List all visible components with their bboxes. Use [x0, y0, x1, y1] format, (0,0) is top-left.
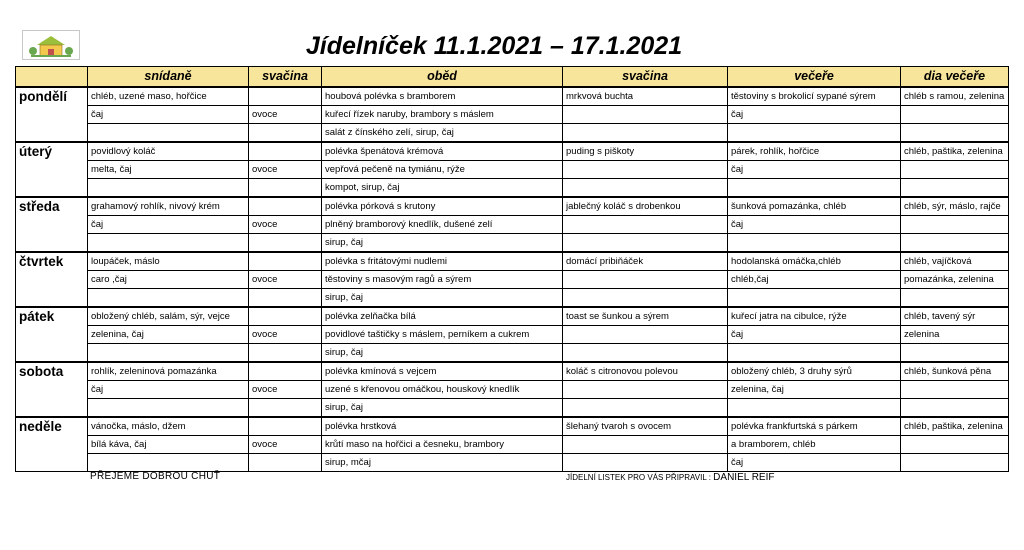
cell-snack-pm	[563, 344, 728, 363]
cell-snack-pm	[563, 234, 728, 253]
day-cell	[16, 124, 88, 143]
cell-dia-dinner	[901, 381, 1009, 399]
day-cell	[16, 289, 88, 308]
table-row	[16, 307, 1009, 326]
cell-snack-am: ovoce	[249, 216, 322, 234]
footer-prepared-label: JÍDELNÍ LISTEK PRO VÁS PŘIPRAVIL :	[566, 473, 711, 482]
header-breakfast: snídaně	[88, 67, 249, 88]
cell-dia-dinner	[901, 344, 1009, 363]
cell-dia-dinner	[901, 161, 1009, 179]
day-cell	[16, 179, 88, 198]
cell-snack-am: ovoce	[249, 326, 322, 344]
cell-dinner	[728, 289, 901, 308]
cell-dinner	[728, 234, 901, 253]
cell-dinner: obložený chléb, 3 druhy sýrů	[728, 362, 901, 381]
cell-breakfast	[88, 179, 249, 198]
cell-snack-am	[249, 142, 322, 161]
cell-breakfast	[88, 124, 249, 143]
table-row	[16, 197, 1009, 216]
table-row	[16, 326, 1009, 344]
day-name: středa	[16, 197, 88, 216]
cell-snack-pm	[563, 106, 728, 124]
cell-lunch: polévka kmínová s vejcem	[322, 362, 563, 381]
header-row	[16, 67, 1009, 88]
day-name: čtvrtek	[16, 252, 88, 271]
cell-snack-pm	[563, 399, 728, 418]
day-cell	[16, 106, 88, 124]
cell-breakfast: caro ,čaj	[88, 271, 249, 289]
table-row	[16, 216, 1009, 234]
cell-snack-pm	[563, 436, 728, 454]
cell-dia-dinner: zelenina	[901, 326, 1009, 344]
cell-dia-dinner	[901, 454, 1009, 472]
cell-snack-pm	[563, 381, 728, 399]
cell-dia-dinner: chléb, šunková pěna	[901, 362, 1009, 381]
header-snack-am: svačina	[249, 67, 322, 88]
cell-snack-pm: puding s piškoty	[563, 142, 728, 161]
cell-snack-pm: jablečný koláč s drobenkou	[563, 197, 728, 216]
header-dinner: večeře	[728, 67, 901, 88]
day-name: pátek	[16, 307, 88, 326]
table-row	[16, 87, 1009, 106]
footer-prepared	[566, 472, 774, 483]
cell-breakfast: grahamový rohlík, nivový krém	[88, 197, 249, 216]
cell-dinner: hodolanská omáčka,chléb	[728, 252, 901, 271]
cell-breakfast	[88, 344, 249, 363]
cell-snack-am	[249, 417, 322, 436]
footer-prepared-name: DANIEL REIF	[713, 472, 775, 483]
cell-breakfast	[88, 234, 249, 253]
cell-snack-am: ovoce	[249, 271, 322, 289]
cell-snack-pm: mrkvová buchta	[563, 87, 728, 106]
cell-snack-am	[249, 362, 322, 381]
cell-lunch: sirup, čaj	[322, 234, 563, 253]
cell-dinner: čaj	[728, 216, 901, 234]
cell-dia-dinner	[901, 124, 1009, 143]
cell-dinner: těstoviny s brokolicí sypané sýrem	[728, 87, 901, 106]
cell-dia-dinner	[901, 179, 1009, 198]
cell-breakfast: chléb, uzené maso, hořčice	[88, 87, 249, 106]
table-row	[16, 142, 1009, 161]
table-row	[16, 289, 1009, 308]
day-cell	[16, 381, 88, 399]
cell-snack-am	[249, 289, 322, 308]
cell-snack-am: ovoce	[249, 436, 322, 454]
cell-lunch: povidlové taštičky s máslem, perníkem a cukrem	[322, 326, 563, 344]
table-row	[16, 344, 1009, 363]
table-row	[16, 179, 1009, 198]
cell-dinner	[728, 179, 901, 198]
cell-lunch: uzené s křenovou omáčkou, houskový knedlík	[322, 381, 563, 399]
cell-snack-pm: šlehaný tvaroh s ovocem	[563, 417, 728, 436]
cell-lunch: kuřecí řízek naruby, brambory s máslem	[322, 106, 563, 124]
table-row	[16, 234, 1009, 253]
cell-lunch: těstoviny s masovým ragů a sýrem	[322, 271, 563, 289]
table-row	[16, 399, 1009, 418]
cell-dia-dinner: chléb, tavený sýr	[901, 307, 1009, 326]
cell-dia-dinner	[901, 234, 1009, 253]
cell-dinner: polévka frankfurtská s párkem	[728, 417, 901, 436]
cell-lunch: polévka pórková s krutony	[322, 197, 563, 216]
cell-dia-dinner	[901, 106, 1009, 124]
cell-lunch: kompot, sirup, čaj	[322, 179, 563, 198]
cell-snack-am	[249, 124, 322, 143]
cell-lunch: sirup, mčaj	[322, 454, 563, 472]
cell-snack-am: ovoce	[249, 381, 322, 399]
cell-lunch: sirup, čaj	[322, 399, 563, 418]
cell-dinner: chléb,čaj	[728, 271, 901, 289]
cell-snack-am	[249, 307, 322, 326]
cell-lunch: sirup, čaj	[322, 289, 563, 308]
cell-breakfast	[88, 289, 249, 308]
cell-lunch: polévka zelňačka bílá	[322, 307, 563, 326]
cell-dia-dinner: chléb, paštika, zelenina	[901, 417, 1009, 436]
cell-snack-am: ovoce	[249, 106, 322, 124]
cell-lunch: vepřová pečeně na tymiánu, rýže	[322, 161, 563, 179]
cell-breakfast: melta, čaj	[88, 161, 249, 179]
cell-lunch: polévka hrstková	[322, 417, 563, 436]
cell-snack-am	[249, 344, 322, 363]
cell-dinner: šunková pomazánka, chléb	[728, 197, 901, 216]
cell-snack-pm	[563, 454, 728, 472]
table-row	[16, 124, 1009, 143]
cell-dia-dinner	[901, 216, 1009, 234]
cell-breakfast: loupáček, máslo	[88, 252, 249, 271]
cell-snack-pm	[563, 326, 728, 344]
day-cell	[16, 271, 88, 289]
cell-snack-am: ovoce	[249, 161, 322, 179]
cell-dinner: čaj	[728, 454, 901, 472]
day-name: neděle	[16, 417, 88, 436]
cell-lunch: salát z čínského zelí, sirup, čaj	[322, 124, 563, 143]
cell-lunch: sirup, čaj	[322, 344, 563, 363]
table-row	[16, 454, 1009, 472]
table-row	[16, 252, 1009, 271]
cell-breakfast: bílá káva, čaj	[88, 436, 249, 454]
cell-dinner: čaj	[728, 106, 901, 124]
cell-dia-dinner: chléb, sýr, máslo, rajče	[901, 197, 1009, 216]
cell-snack-pm	[563, 179, 728, 198]
day-cell	[16, 234, 88, 253]
cell-snack-am	[249, 197, 322, 216]
cell-lunch: krůtí maso na hořčici a česneku, brambory	[322, 436, 563, 454]
cell-dia-dinner: chléb s ramou, zelenina	[901, 87, 1009, 106]
header-dia-dinner: dia večeře	[901, 67, 1009, 88]
page-title: Jídelníček 11.1.2021 – 17.1.2021	[305, 32, 683, 60]
cell-snack-am	[249, 252, 322, 271]
table-row	[16, 362, 1009, 381]
cell-lunch: polévka s fritátovými nudlemi	[322, 252, 563, 271]
cell-dinner	[728, 399, 901, 418]
table-row	[16, 381, 1009, 399]
cell-snack-am	[249, 234, 322, 253]
cell-dinner: a bramborem, chléb	[728, 436, 901, 454]
cell-dinner	[728, 344, 901, 363]
cell-dia-dinner	[901, 289, 1009, 308]
cell-lunch: plněný bramborový knedlík, dušené zelí	[322, 216, 563, 234]
menu-table	[15, 66, 1009, 472]
day-cell	[16, 454, 88, 472]
day-cell	[16, 326, 88, 344]
table-row	[16, 161, 1009, 179]
cell-snack-pm	[563, 271, 728, 289]
cell-dinner: párek, rohlík, hořčice	[728, 142, 901, 161]
cell-dinner: čaj	[728, 161, 901, 179]
day-cell	[16, 436, 88, 454]
cell-dia-dinner: pomazánka, zelenina	[901, 271, 1009, 289]
cell-snack-pm	[563, 124, 728, 143]
cell-dinner: kuřecí jatra na cibulce, rýže	[728, 307, 901, 326]
table-row	[16, 106, 1009, 124]
cell-snack-pm: koláč s citronovou polevou	[563, 362, 728, 381]
cell-breakfast	[88, 399, 249, 418]
cell-dia-dinner	[901, 436, 1009, 454]
cell-lunch: polévka špenátová krémová	[322, 142, 563, 161]
cell-snack-am	[249, 179, 322, 198]
cell-dinner: čaj	[728, 326, 901, 344]
cell-breakfast: rohlík, zeleninová pomazánka	[88, 362, 249, 381]
day-cell	[16, 344, 88, 363]
header-lunch: oběd	[322, 67, 563, 88]
day-cell	[16, 161, 88, 179]
cell-dia-dinner	[901, 399, 1009, 418]
cell-snack-pm: domácí pribiňáček	[563, 252, 728, 271]
cell-breakfast: vánočka, máslo, džem	[88, 417, 249, 436]
cell-breakfast	[88, 454, 249, 472]
header-snack-pm: svačina	[563, 67, 728, 88]
cell-breakfast: povidlový koláč	[88, 142, 249, 161]
day-name: sobota	[16, 362, 88, 381]
cell-breakfast: čaj	[88, 216, 249, 234]
day-cell	[16, 216, 88, 234]
cell-snack-am	[249, 454, 322, 472]
table-row	[16, 436, 1009, 454]
cell-dinner: zelenina, čaj	[728, 381, 901, 399]
cell-snack-pm: toast se šunkou a sýrem	[563, 307, 728, 326]
cell-lunch: houbová polévka s bramborem	[322, 87, 563, 106]
cell-snack-am	[249, 399, 322, 418]
table-row	[16, 417, 1009, 436]
table-row	[16, 271, 1009, 289]
day-name: pondělí	[16, 87, 88, 106]
cell-breakfast: zelenina, čaj	[88, 326, 249, 344]
cell-breakfast: čaj	[88, 106, 249, 124]
cell-snack-pm	[563, 289, 728, 308]
cell-snack-am	[249, 87, 322, 106]
cell-dia-dinner: chléb, paštika, zelenina	[901, 142, 1009, 161]
day-name: úterý	[16, 142, 88, 161]
day-cell	[16, 399, 88, 418]
cell-dinner	[728, 124, 901, 143]
footer-wish: PŘEJEME DOBROU CHUŤ	[90, 471, 221, 482]
cell-dia-dinner: chléb, vajíčková	[901, 252, 1009, 271]
cell-snack-pm	[563, 216, 728, 234]
header-day	[16, 67, 88, 88]
cell-breakfast: obložený chléb, salám, sýr, vejce	[88, 307, 249, 326]
cell-breakfast: čaj	[88, 381, 249, 399]
cell-snack-pm	[563, 161, 728, 179]
